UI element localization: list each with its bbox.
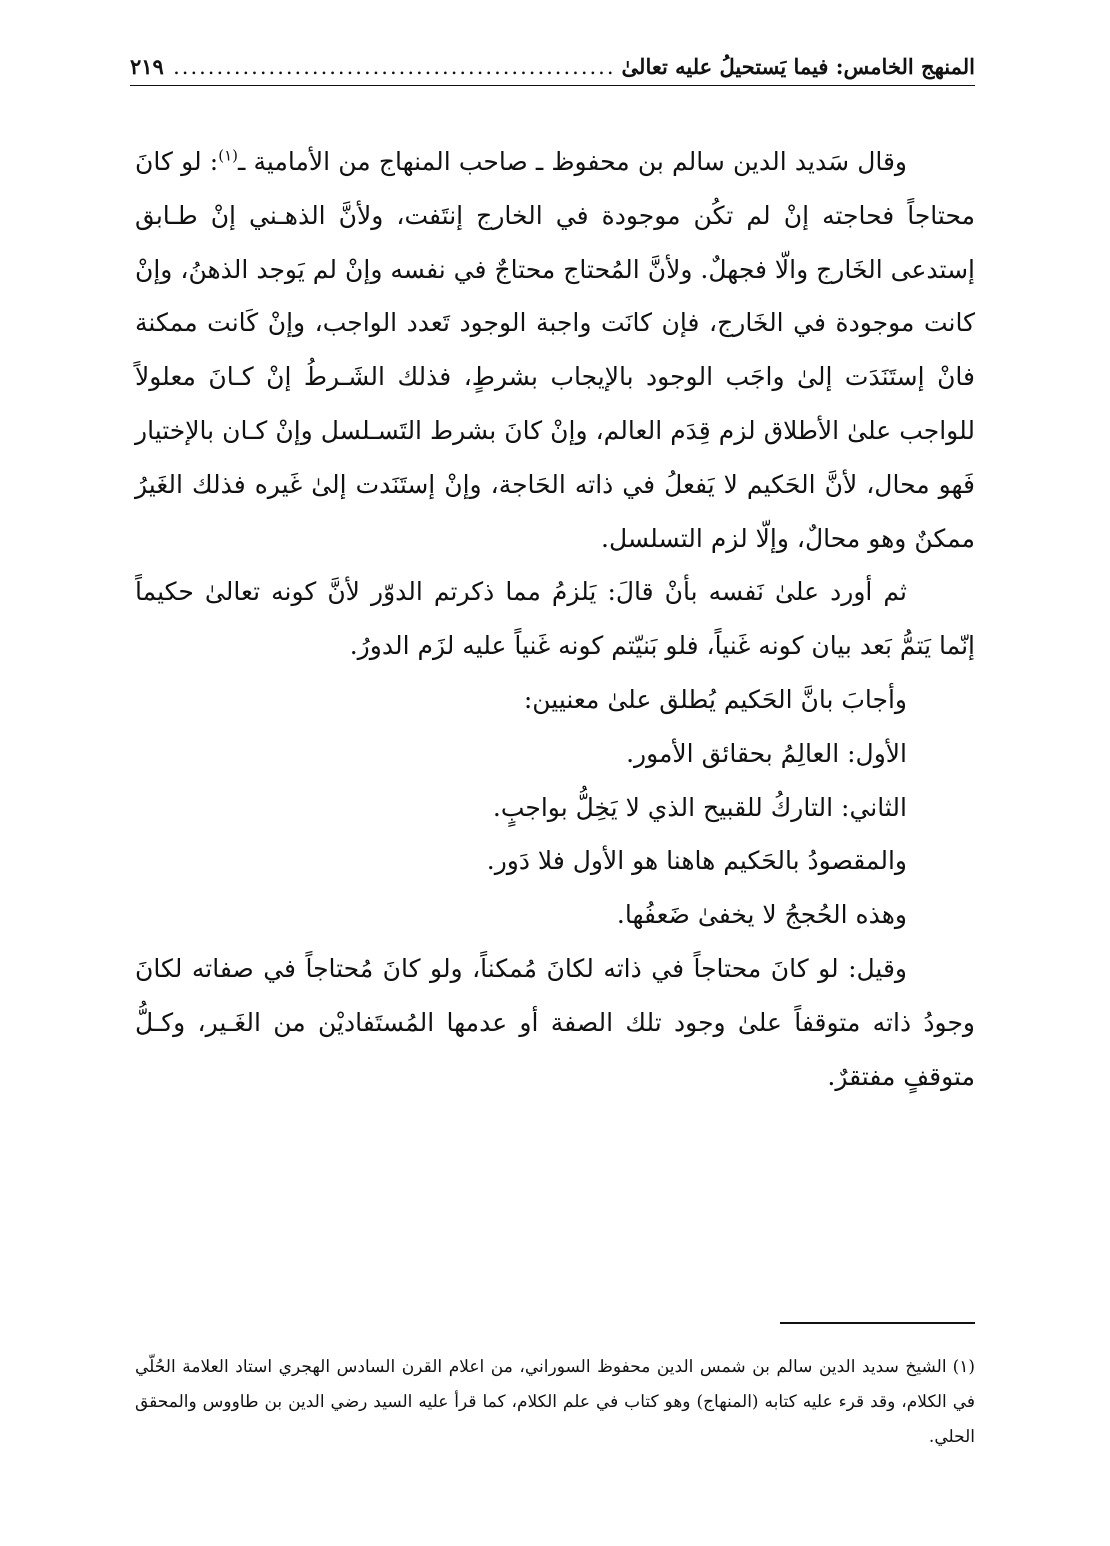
list-item-3: والمقصودُ بالحَكيم هاهنا هو الأول فلا دَور. (486, 846, 907, 876)
leader-dots: ................................................... (173, 55, 616, 79)
footnote-divider (780, 1322, 975, 1324)
footnote-number: (١) (952, 1357, 975, 1377)
paragraph-1 (135, 135, 975, 565)
main-text (135, 135, 975, 1103)
footnote-text: الشيخ سديد الدين سالم بن شمس الدين محفوظ السوراني، من اعلام القرن السادس الهجري استاد العلامة الحُلّي في الكلام، وقد قرء عليه كتابه (المنهاج) وهو كتاب في علم الكلام، كما قرأ عليه السيد رضي الدين بن طاووس والمحقق الحلي. (135, 1357, 975, 1447)
paragraph-2: ثم أورد علىٰ نَفسه بأنْ قالَ: يَلزمُ مما ذكرتم الدوّر لأنَّ كونه تعالىٰ حكيماً إنّما يَتمُّ بَعد بيان كونه غَنياً، فلو بَنيّتم كونه غَنياً عليه لزَم الدورُ. (135, 577, 975, 661)
running-header (130, 46, 975, 86)
footnote-ref: (١) (218, 146, 238, 165)
list-item-4: وهذه الحُججُ لا يخفىٰ ضَعفُها. (616, 900, 907, 930)
paragraph-1-rest: : لو كانَ محتاجاً فحاجته إنْ لم تكُن موجودة في الخارج إنتَفت، ولأنَّ الذهـني إنْ طـابق إستدعى الخَارج والّا فجهلٌ. ولأنَّ المُحتاج محتاجٌ في نفسه وإنْ لم يَوجد الذهنُ، وإنْ كانت موجودة في الخَارج، فإن كانَت واجبة الوجود تَعدد الواجب، وإنْ كَانت ممكنة فانْ إستَنَدَت إلىٰ واجَب الوجود بالإيجاب بشرطٍ، فذلك الشَـرطُ إنْ كـانَ معلولاً للواجب علىٰ الأطلاق لزم قِدَم العالم، وإنْ كانَ بشرط التَسـلسل وإنْ كـان بالإختيار فَهو محال، لأنَّ الحَكيم لا يَفعلُ في ذاته الحَاجة، وإنْ إستَنَدت إلىٰ غَيره فذلك الغَيرُ ممكنٌ وهو محالٌ، وإلّا لزم التسلسل. (135, 147, 975, 553)
list-item-1: الأول: العالِمُ بحقائق الأمور. (626, 738, 907, 768)
footnote (135, 1350, 975, 1455)
list-item-2: الثاني: التاركُ للقبيح الذي لا يَخِلُّ بواجبٍ. (492, 792, 907, 822)
chapter-title: المنهج الخامس: فيما يَستحيلُ عليه تعالىٰ (621, 54, 975, 79)
paragraph-4: وقيل: لو كانَ محتاجاً في ذاته لكانَ مُمكناً، ولو كانَ مُحتاجاً في صفاته لكانَ وجودُ ذاته متوقفاً علىٰ وجود تلك الصفة أو عدمها المُستَفاديْن من الغَـير، وكـلُّ متوقفٍ مفتقرٌ. (135, 953, 975, 1091)
paragraph-1-start: وقال سَديد الدين سالم بن محفوظ ـ صاحب المنهاج من الأمامية ـ (238, 147, 908, 176)
page-number: ٢١٩ (130, 54, 164, 79)
paragraph-3: وأجابَ بانَّ الحَكيم يُطلق علىٰ معنيين: (523, 684, 907, 714)
